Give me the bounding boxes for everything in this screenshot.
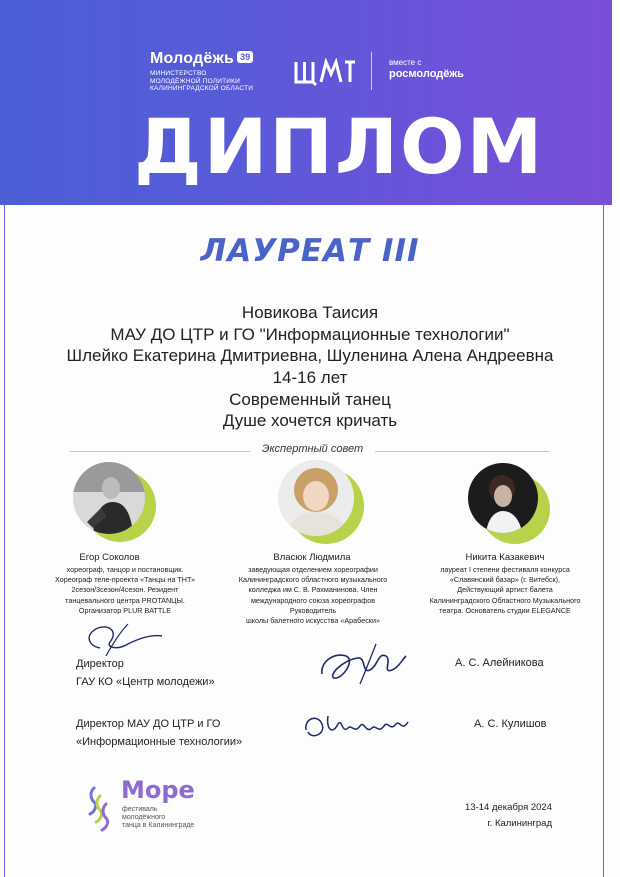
jury-description-1: хореограф, танцор и постановщик. Хореограф теле-проекта «Танцы на ТНТ» 2сезон/3сезон/4сезон. Резидент танцевального центра PROTANЦЫ. Организатор PLUR BATTLE	[54, 565, 196, 615]
logo-separator	[371, 52, 372, 90]
ministry-text: МИНИСТЕРСТВО МОЛОДЁЖНОЙ ПОЛИТИКИ КАЛИНИНГРАДСКОЙ ОБЛАСТИ	[150, 70, 254, 92]
director1-name: А. С. Алейникова	[455, 657, 544, 669]
jury-photo-3	[468, 463, 538, 533]
jury-name-1: Егор Соколов	[79, 552, 140, 563]
molodezh-logo	[150, 50, 253, 93]
jury-description-2: заведующая отделением хореографии Калининградского областного музыкального колледжа им С. В. Рахманинова. Член международного союза хореографов Руководитель школы балетного искусства «Арабески»	[238, 565, 388, 626]
rosmolodezh-logo: вместе с росмолодёжь	[389, 58, 464, 80]
festival-logo-subtitle: фестиваль молодёжного танца в Калининграде	[122, 806, 195, 829]
director1-title: Директор ГАУ КО «Центр молодежи»	[76, 658, 215, 688]
festival-logo-name: Море	[121, 776, 195, 804]
border-left	[4, 205, 5, 877]
director1-signature	[312, 640, 412, 690]
border-right	[603, 205, 604, 877]
award-title: ЛАУРЕАТ III	[200, 233, 420, 269]
jury-name-3: Никита Казакевич	[465, 552, 545, 563]
jury-signature-1	[66, 618, 176, 662]
molodezh-logo-name: Молодёжь	[150, 50, 235, 67]
expert-council-title: Экспертный совет	[261, 443, 364, 455]
participant-age: 14-16 лет	[272, 368, 348, 388]
molodezh-logo-number: 39	[237, 51, 253, 63]
jury-photo-1	[73, 462, 145, 534]
director2-title: Директор МАУ ДО ЦТР и ГО «Информационные технологии»	[76, 718, 243, 748]
participant-organization: МАУ ДО ЦТР и ГО "Информационные технологии"	[110, 324, 510, 344]
diploma-title: ДИПЛОМ	[134, 102, 545, 191]
event-city: г. Калининград	[487, 818, 552, 829]
center-molodezhi-logo	[293, 58, 357, 86]
expert-divider-right	[375, 451, 550, 452]
participant-teachers: Шлейко Екатерина Дмитриевна, Шуленина Алена Андреевна	[66, 346, 554, 366]
participant-category: Современный танец	[229, 389, 391, 409]
participant-name: Новикова Таисия	[241, 303, 379, 322]
director2-name: А. С. Кулишов	[474, 718, 547, 730]
participant-info	[40, 302, 580, 432]
jury-name-2: Власюк Людмила	[273, 552, 351, 563]
jury-photo-2	[278, 460, 354, 536]
director2-signature	[298, 706, 418, 746]
jury-description-3: лауреат I степени фестиваля конкурса «Славянский базар» (г. Витебск), Действующий артист балета Калининградского Областного Музыкального театра. Основатель студии ELEGANCE	[429, 565, 581, 615]
event-date: 13-14 декабря 2024	[465, 802, 552, 813]
participant-piece: Душе хочется кричать	[222, 411, 398, 431]
expert-divider-left	[70, 451, 250, 452]
